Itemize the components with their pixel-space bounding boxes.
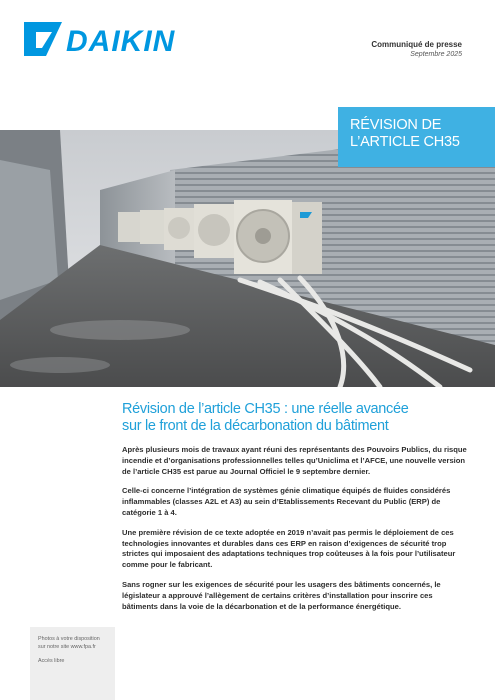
press-release-info xyxy=(371,40,462,58)
release-date: Septembre 2025 xyxy=(410,51,462,58)
note-line-2: sur notre site www.fpa.fr xyxy=(38,644,96,650)
paragraph: Après plusieurs mois de travaux ayant réuni des représentants des Pouvoirs Publics, du risque incendie et d’organisations professionnelles telles qu’Uniclima et l’AFCE, une nouvelle version de l’article CH35 est parue au Journal Officiel le 9 septembre dernier. xyxy=(122,445,467,476)
brand-wordmark: DAIKIN xyxy=(66,25,176,58)
revision-banner xyxy=(338,107,495,167)
note-line-1: Photos à votre disposition xyxy=(38,636,100,642)
headline-line-1: Révision de l’article CH35 : une réelle avancée xyxy=(122,401,409,417)
access-label: Accès libre xyxy=(38,658,65,664)
press-release-label: Communiqué de presse xyxy=(371,40,462,49)
photo-availability-note xyxy=(30,627,115,700)
article-body xyxy=(122,445,469,621)
headline-line-2: sur le front de la décarbonation du bâtiment xyxy=(122,418,389,434)
paragraph: Celle-ci concerne l’intégration de systèmes génie climatique équipés de fluides considérés inflammables (classes A2L et A3) au sein d’Etablissements Recevant du Public (ERP) de catégorie 1 à 4. xyxy=(122,486,451,517)
article-headline xyxy=(122,401,452,435)
banner-line-2: L’ARTICLE CH35 xyxy=(350,134,460,150)
paragraph: Sans rogner sur les exigences de sécurité pour les usagers des bâtiments concernés, le législateur a approuvé l’allègement de certains critères d’installation pour inscrire ces bâtiments dans la voie de la décarbonation et de la performance énergétique. xyxy=(122,579,441,611)
banner-line-1: RÉVISION DE xyxy=(350,117,442,133)
paragraph: Une première révision de ce texte adoptée en 2019 n’avait pas permis le déploiement de ces technologies innovantes et durables dans ces ERP en raison d’exigences de sécurité trop strictes qui imposaient des adaptations techniques trop coûteuses à la fois pour l’utilisateur comme pour le fabricant. xyxy=(122,527,456,570)
daikin-logo xyxy=(22,20,197,58)
rooftop-hvac-photo xyxy=(0,130,495,387)
